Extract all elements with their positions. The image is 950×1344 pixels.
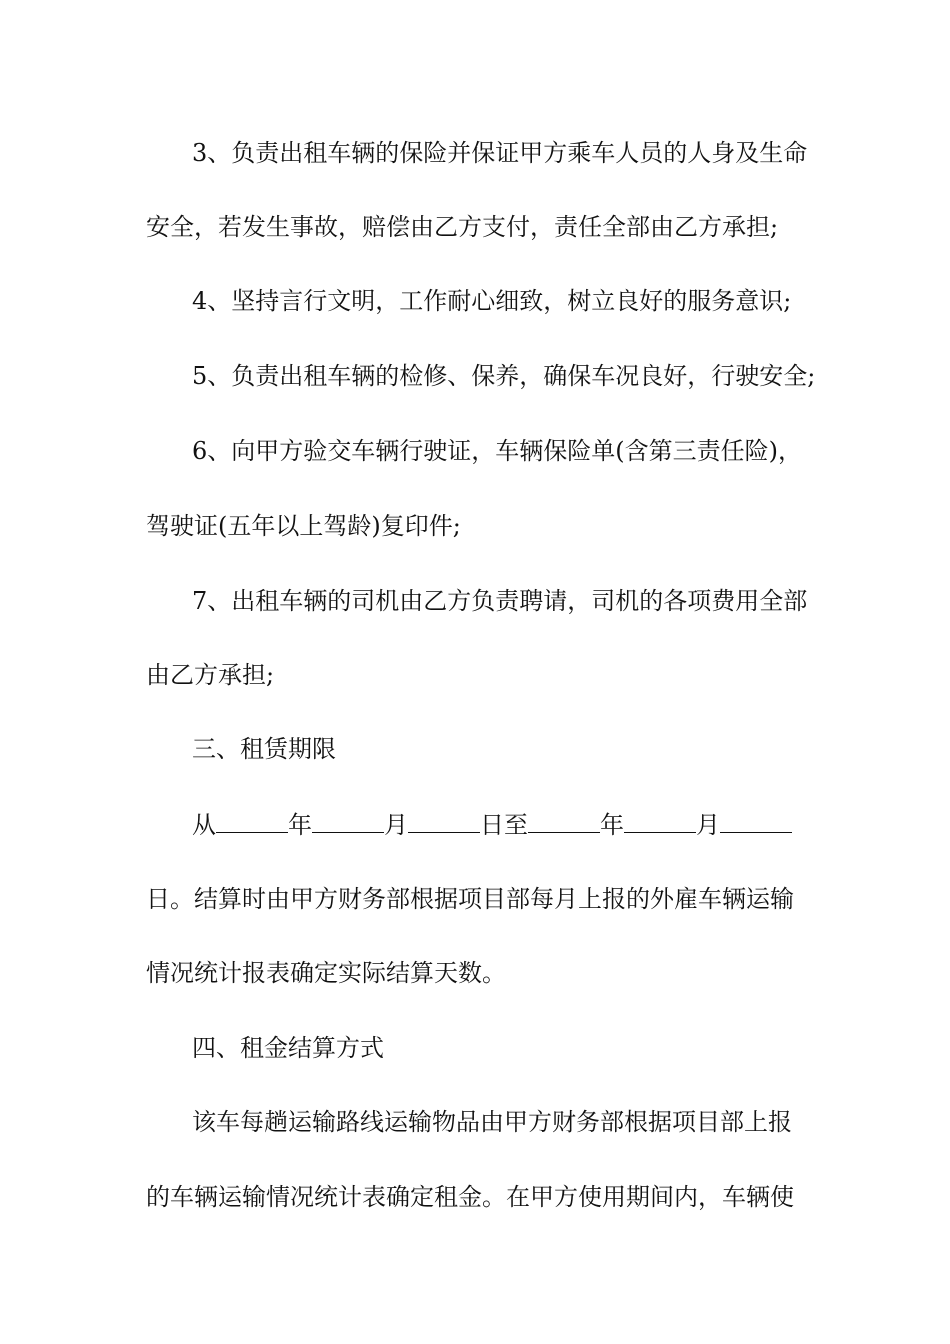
date-year-label-2: 年 — [600, 811, 624, 839]
end-month-blank — [624, 808, 696, 833]
end-day-blank — [720, 808, 792, 833]
clause-7-line-2: 由乙方承担; — [146, 661, 275, 689]
rent-line-1: 该车每趟运输路线运输物品由甲方财务部根据项目部上报 — [192, 1108, 792, 1136]
clause-5-line: 5、负责出租车辆的检修、保养，确保车况良好，行驶安全; — [192, 362, 816, 390]
clause-6-line-1: 6、向甲方验交车辆行驶证，车辆保险单(含第三责任险)， — [192, 437, 802, 465]
section-4-heading: 四、租金结算方式 — [192, 1034, 384, 1062]
clause-3-line-1: 3、负责出租车辆的保险并保证甲方乘车人员的人身及生命 — [192, 139, 808, 167]
clause-6-line-2: 驾驶证(五年以上驾龄)复印件; — [146, 512, 461, 540]
rent-line-2: 的车辆运输情况统计表确定租金。在甲方使用期间内，车辆使 — [146, 1183, 794, 1211]
date-month-label-1: 月 — [384, 811, 408, 839]
date-month-label-2: 月 — [696, 811, 720, 839]
end-year-blank — [528, 808, 600, 833]
start-year-blank — [216, 808, 288, 833]
start-month-blank — [312, 808, 384, 833]
clause-4-line: 4、坚持言行文明，工作耐心细致，树立良好的服务意识; — [192, 287, 792, 315]
clause-3-line-2: 安全，若发生事故，赔偿由乙方支付，责任全部由乙方承担; — [146, 213, 779, 241]
settlement-line-2: 情况统计报表确定实际结算天数。 — [146, 959, 506, 987]
section-3-heading: 三、租赁期限 — [192, 735, 336, 763]
lease-period-date-line — [192, 808, 816, 841]
date-from-label: 从 — [192, 811, 216, 839]
date-day-to-label: 日至 — [480, 811, 528, 839]
start-day-blank — [408, 808, 480, 833]
settlement-line-1: 日。结算时由甲方财务部根据项目部每月上报的外雇车辆运输 — [146, 885, 794, 913]
clause-7-line-1: 7、出租车辆的司机由乙方负责聘请，司机的各项费用全部 — [192, 587, 808, 615]
date-year-label-1: 年 — [288, 811, 312, 839]
